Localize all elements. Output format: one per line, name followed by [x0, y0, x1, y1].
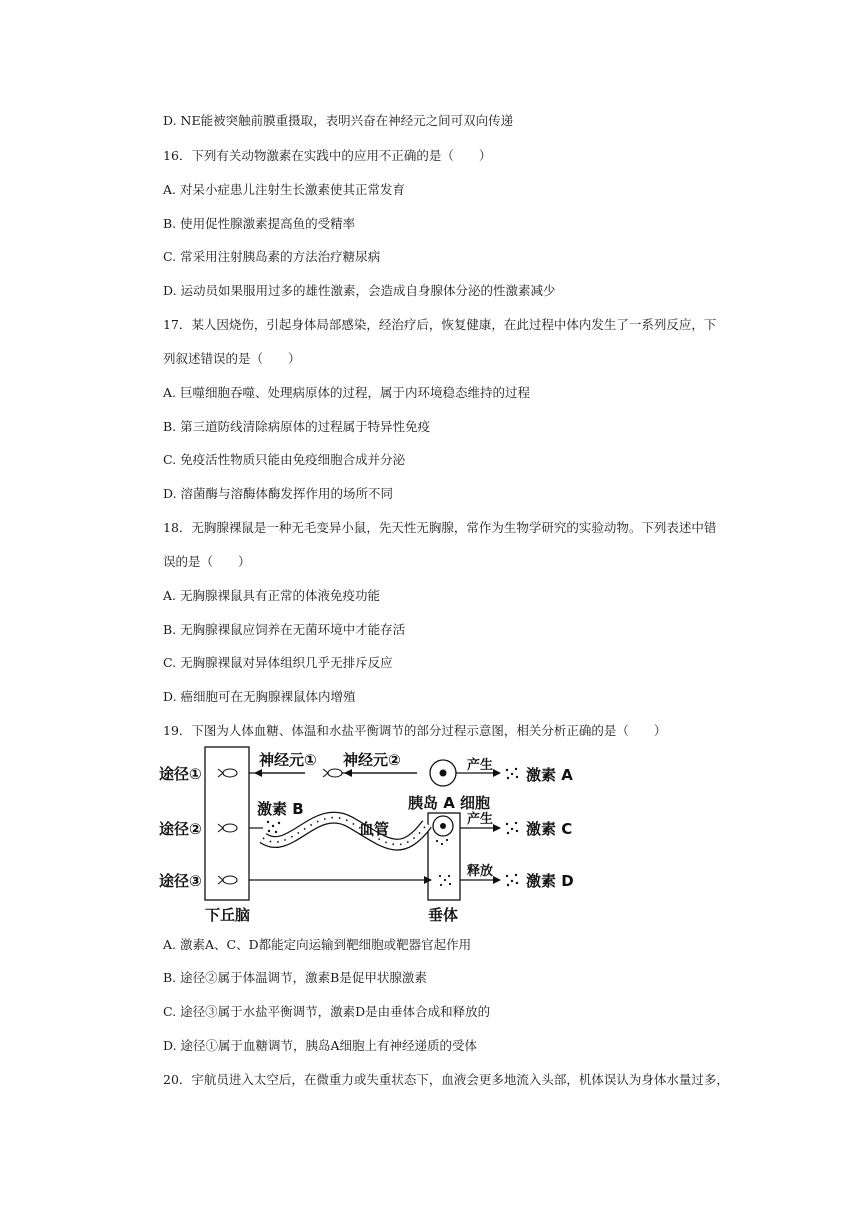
hormone-b-dots [267, 821, 280, 833]
hormone-a-dots [506, 768, 518, 779]
regulation-diagram [155, 742, 595, 924]
option-17d: D. 溶菌酶与溶酶体酶发挥作用的场所不同 [163, 486, 394, 501]
release-label: 释放 [467, 864, 494, 879]
neuron-body-4 [323, 769, 342, 777]
pituitary-dots-3 [439, 875, 451, 886]
path2-label: 途径② [159, 820, 202, 838]
hormone-c-dots [506, 822, 518, 834]
question-17-line1: 17．某人因烧伤，引起身体局部感染，经治疗后，恢复健康，在此过程中体内发生了一系列反应，下 [163, 317, 717, 332]
pituitary-dots-2 [436, 839, 448, 845]
neuron2-label: 神经元② [343, 751, 401, 769]
path1-label: 途径① [159, 765, 202, 783]
hormone-d-label: 激素 D [526, 872, 574, 890]
question-17-line2: 列叙述错误的是（ ） [163, 351, 301, 366]
question-18-line2: 误的是（ ） [163, 554, 251, 569]
pituitary-label: 垂体 [428, 906, 459, 924]
option-18c: C. 无胸腺裸鼠对异体组织几乎无排斥反应 [163, 655, 393, 670]
question-16: 16．下列有关动物激素在实践中的应用不正确的是（ ） [163, 148, 492, 163]
option-19b: B. 途径②属于体温调节，激素B是促甲状腺激素 [163, 970, 427, 985]
option-18d: D. 癌细胞可在无胸腺裸鼠体内增殖 [163, 689, 356, 704]
option-16d: D. 运动员如果服用过多的雄性激素，会造成自身腺体分泌的性激素减少 [163, 283, 556, 298]
islet-cell-label: 胰岛 A 细胞 [408, 794, 491, 812]
option-17c: C. 免疫活性物质只能由免疫细胞合成并分泌 [163, 452, 406, 467]
option-19a: A. 激素A、C、D都能定向运输到靶细胞或靶器官起作用 [163, 937, 472, 952]
neuron-body-1 [218, 769, 237, 777]
option-15d: D. NE能被突触前膜重摄取，表明兴奋在神经元之间可双向传递 [163, 113, 514, 128]
produce-label-2: 产生 [467, 812, 494, 827]
hormone-d-dots [506, 874, 518, 886]
option-16c: C. 常采用注射胰岛素的方法治疗糖尿病 [163, 249, 381, 264]
blood-vessel-label: 血管 [359, 820, 390, 838]
option-17a: A. 巨噬细胞吞噬、处理病原体的过程，属于内环境稳态维持的过程 [163, 385, 530, 400]
question-19: 19．下图为人体血糖、体温和水盐平衡调节的部分过程示意图，相关分析正确的是（ ） [163, 723, 667, 738]
neuron1-label: 神经元① [259, 751, 317, 769]
hormone-b-label: 激素 B [257, 800, 304, 818]
question-20-line1: 20．宇航员进入太空后，在微重力或失重状态下，血液会更多地流入头部，机体误认为身体水量过多， [163, 1072, 729, 1087]
path3-label: 途径③ [159, 872, 202, 890]
option-18b: B. 无胸腺裸鼠应饲养在无菌环境中才能存活 [163, 622, 406, 637]
option-19d: D. 途径①属于血糖调节，胰岛A细胞上有神经递质的受体 [163, 1038, 478, 1053]
hypothalamus-box [205, 747, 249, 900]
option-16a: A. 对呆小症患儿注射生长激素使其正常发育 [163, 182, 405, 197]
question-18-line1: 18．无胸腺裸鼠是一种无毛变异小鼠，先天性无胸腺，常作为生物学研究的实验动物。下列表述中错 [163, 520, 717, 535]
hormone-c-label: 激素 C [526, 820, 573, 838]
neuron-body-2 [218, 824, 237, 832]
hormone-a-label: 激素 A [526, 766, 573, 784]
blood-vessel-inner [263, 818, 427, 845]
option-18a: A. 无胸腺裸鼠具有正常的体液免疫功能 [163, 588, 380, 603]
option-16b: B. 使用促性腺激素提高鱼的受精率 [163, 216, 356, 231]
neuron-body-3 [218, 876, 237, 884]
produce-label-1: 产生 [467, 758, 494, 773]
option-17b: B. 第三道防线清除病原体的过程属于特异性免疫 [163, 419, 431, 434]
option-19c: C. 途径③属于水盐平衡调节，激素D是由垂体合成和释放的 [163, 1004, 491, 1019]
hypothalamus-label: 下丘脑 [205, 906, 251, 924]
